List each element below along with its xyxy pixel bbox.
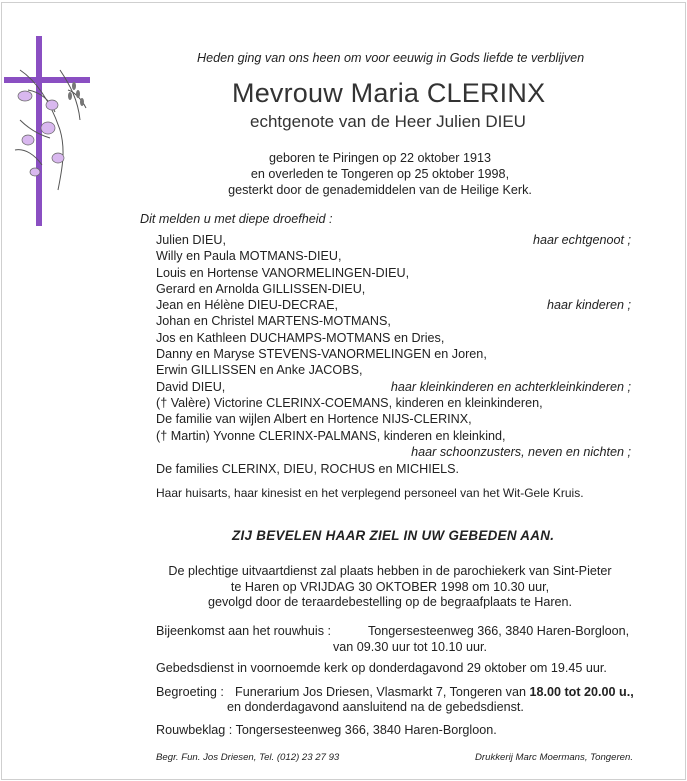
mourner-row (156, 347, 631, 363)
mourner-row (156, 396, 631, 412)
mourner-name: († Valère) Victorine CLERINX-COEMANS, kinderen en kleinkinderen, (156, 395, 543, 410)
funeral-line: te Haren op VRIJDAG 30 OKTOBER 1998 om 10.30 uur, (230, 579, 550, 594)
mourner-name: Julien DIEU, (156, 233, 226, 247)
funeral-line: gevolgd door de teraardebestelling op de begraafplaats te Haren. (207, 595, 573, 609)
prayer-service-label: Gebedsdienst (156, 661, 234, 675)
mourner-row (156, 363, 631, 379)
mourner-relation: haar kleinkinderen en achterkleinkinderen ; (390, 379, 631, 394)
viewing-place: Funerarium Jos Driesen, Vlasmarkt 7, Tongeren van (235, 685, 530, 699)
biography-line: en overleden te Tongeren op 25 oktober 1998, (250, 167, 510, 181)
footer-printer: Drukkerij Marc Moermans, Tongeren. (475, 752, 633, 763)
deceased-name: Mevrouw Maria CLERINX (232, 78, 546, 108)
mourner-row (156, 298, 631, 314)
mourners-list (156, 233, 631, 461)
condolence-label: Rouwbeklag : (156, 723, 233, 737)
spouse-line: echtgenote van de Heer Julien DIEU (250, 112, 526, 131)
biography-line: geboren te Piringen op 22 oktober 1913 (269, 151, 491, 165)
viewing-hours: 18.00 tot 20.00 u., (529, 685, 634, 699)
mourner-row (156, 445, 631, 461)
gathering-address: Tongersesteenweg 366, 3840 Haren-Borgloon, (368, 624, 630, 638)
cross-with-flowers-icon (0, 30, 120, 230)
mourner-row (156, 429, 631, 445)
mourner-row (156, 412, 631, 428)
mourner-row (156, 266, 631, 282)
mourner-name: De familie van wijlen Albert en Hortence NIJS-CLERINX, (156, 412, 472, 427)
mourner-name: David DIEU, (156, 379, 226, 394)
mourner-relation: haar echtgenoot ; (532, 233, 631, 247)
mourner-row (156, 249, 631, 265)
footer-undertaker: Begr. Fun. Jos Driesen, Tel. (012) 23 27 93 (156, 752, 340, 763)
viewing-line1 (235, 685, 634, 699)
prayer-service (156, 661, 607, 675)
viewing-label: Begroeting : (156, 685, 224, 699)
biography-line: gesterkt door de genademiddelen van de Heilige Kerk. (228, 183, 532, 197)
mourner-name: Jean en Hélène DIEU-DECRAE, (156, 298, 338, 313)
mourner-name: († Martin) Yvonne CLERINX-PALMANS, kinderen en kleinkind, (156, 428, 506, 443)
gathering-time: van 09.30 uur tot 10.10 uur. (333, 640, 488, 654)
families-line: De families CLERINX, DIEU, ROCHUS en MICHIELS. (156, 462, 460, 476)
mourner-name: Danny en Maryse STEVENS-VANORMELINGEN en Joren, (156, 347, 487, 362)
mourner-name: Jos en Kathleen DUCHAMPS-MOTMANS en Dries, (156, 330, 445, 345)
mourner-name: Willy en Paula MOTMANS-DIEU, (156, 249, 342, 264)
mourner-name: Louis en Hortense VANORMELINGEN-DIEU, (156, 265, 410, 280)
mourner-row (156, 380, 631, 396)
condolence-address: Tongersesteenweg 366, 3840 Haren-Borgloon. (235, 723, 497, 737)
mourner-relation: haar kinderen ; (546, 298, 631, 313)
mourner-name: Erwin GILLISSEN en Anke JACOBS, (156, 363, 363, 378)
mourner-name: Gerard en Arnolda GILLISSEN-DIEU, (156, 281, 366, 296)
mourner-row (156, 282, 631, 298)
mourner-row (156, 233, 631, 249)
staff-line: Haar huisarts, haar kinesist en het verplegend personeel van het Wit-Gele Kruis. (156, 486, 584, 500)
mourner-row (156, 314, 631, 330)
funeral-line: De plechtige uitvaartdienst zal plaats hebben in de parochiekerk van Sint-Pieter (168, 564, 612, 578)
condolence (156, 723, 497, 737)
mourner-row (156, 331, 631, 347)
mourner-name: Johan en Christel MARTENS-MOTMANS, (156, 314, 391, 329)
gathering-label: Bijeenkomst aan het rouwhuis : (156, 624, 332, 638)
funeral-details (140, 564, 640, 611)
mourner-relation: haar schoonzusters, neven en nichten ; (411, 444, 631, 459)
biography (170, 150, 590, 198)
prayer-service-text: in voornoemde kerk op donderdagavond 29 oktober om 19.45 uur. (237, 661, 607, 675)
intro-text: Heden ging van ons heen om voor eeuwig in Gods liefde te verblijven (197, 51, 585, 65)
prayer-request: ZIJ BEVELEN HAAR ZIEL IN UW GEBEDEN AAN. (232, 528, 555, 543)
viewing-line2: en donderdagavond aansluitend na de gebedsdienst. (227, 700, 524, 714)
sorrow-intro: Dit melden u met diepe droefheid : (140, 212, 333, 226)
